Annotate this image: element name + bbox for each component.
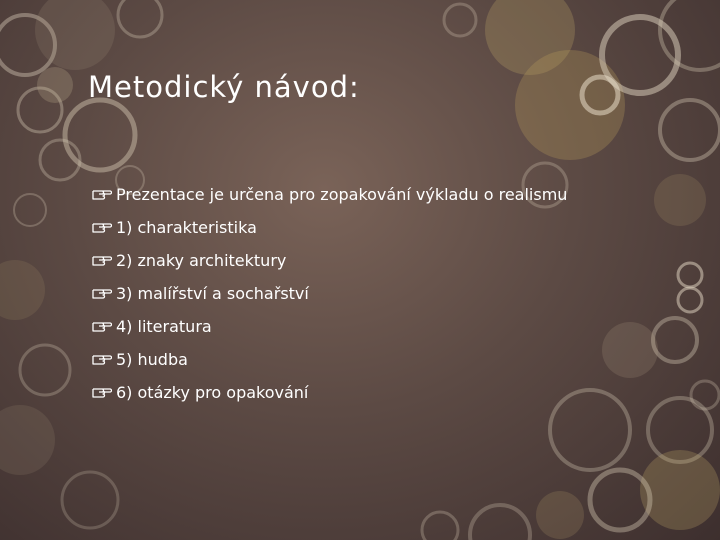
hand-pointing-icon [92,352,114,368]
hand-pointing-icon [92,187,114,203]
bullet-text: 4) literatura [116,317,212,336]
bullet-text: 2) znaky architektury [116,251,287,270]
bullet-text: 6) otázky pro opakování [116,383,309,402]
list-item [92,277,567,310]
bullet-text: 5) hudba [116,350,188,369]
bullet-text: 3) malířství a sochařství [116,284,309,303]
list-item [92,376,567,409]
slide-title: Metodický návod: [88,70,360,104]
list-item [92,178,567,211]
list-item [92,211,567,244]
list-item [92,310,567,343]
list-item [92,343,567,376]
list-item [92,244,567,277]
bullet-list [92,178,567,409]
hand-pointing-icon [92,220,114,236]
bullet-text: 1) charakteristika [116,218,257,237]
hand-pointing-icon [92,385,114,401]
hand-pointing-icon [92,253,114,269]
hand-pointing-icon [92,286,114,302]
bullet-text: Prezentace je určena pro zopakování výkladu o realismu [116,185,568,204]
hand-pointing-icon [92,319,114,335]
